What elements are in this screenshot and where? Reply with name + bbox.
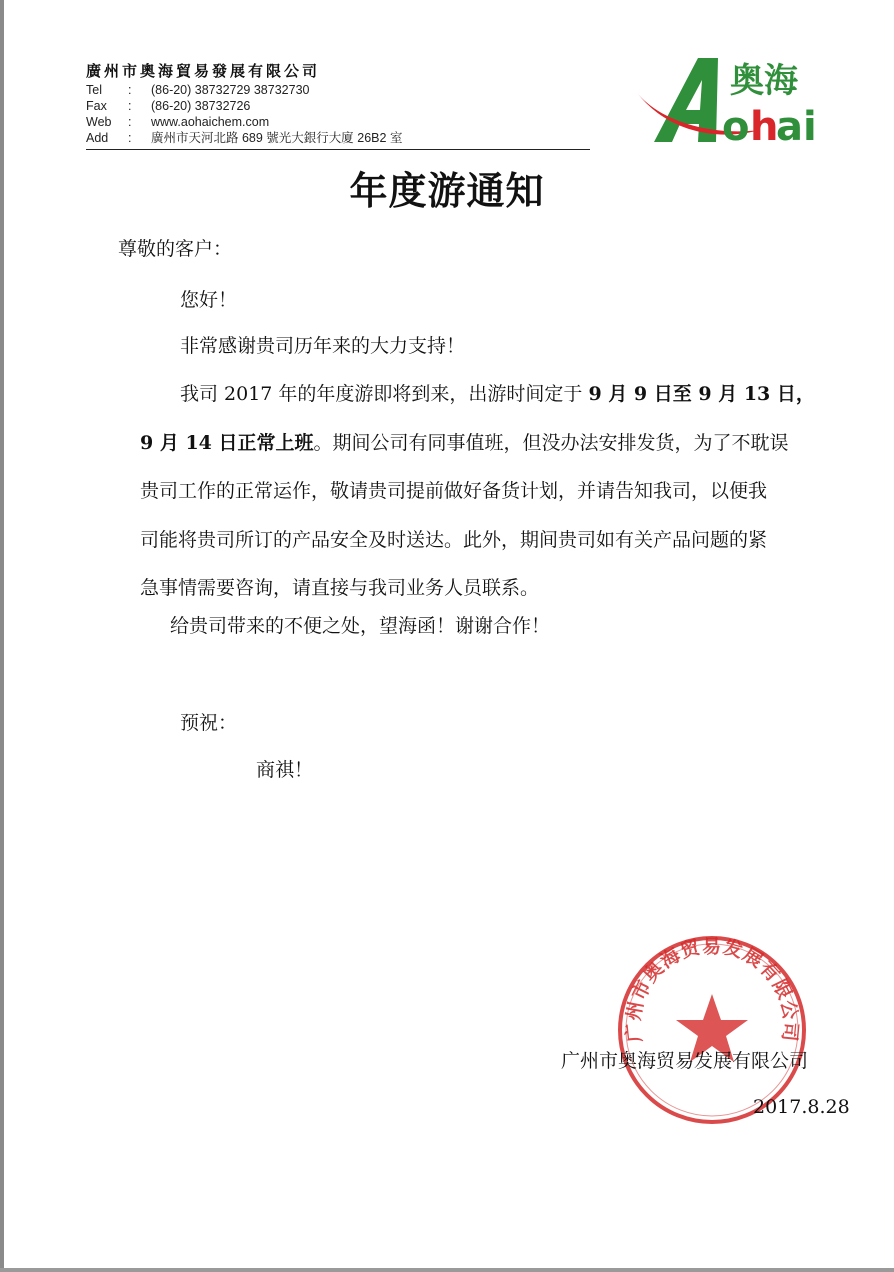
contact-value: www.aohaichem.com [151, 115, 270, 129]
contact-colon: : [128, 131, 132, 145]
return-date: 9 月 14 日正常上班 [140, 431, 314, 454]
contact-fax [86, 98, 402, 114]
svg-text:ai: ai [776, 104, 817, 150]
signature-company: 广州市奥海贸易发展有限公司 [561, 1050, 809, 1072]
contact-value: 廣州市天河北路 689 號光大銀行大廈 26B2 室 [151, 131, 403, 145]
signature-date: 2017.8.28 [753, 1096, 850, 1118]
aohai-logo-icon [632, 44, 842, 156]
salutation: 尊敬的客户： [118, 238, 233, 260]
body-line-5: 急事情需要咨询，请直接与我司业务人员联系。 [140, 577, 540, 599]
notice-title: 年度游通知 [349, 169, 545, 213]
contact-tel [86, 82, 402, 98]
trip-dates: 9 月 9 日至 9 月 13 日， [588, 383, 815, 405]
body-line-3: 贵司工作的正常运作，敬请贵司提前做好备货计划，并请告知我司，以便我 [140, 480, 768, 502]
closing-blessing: 商祺！ [256, 759, 314, 781]
notice-body [140, 370, 840, 613]
svg-text:o: o [722, 104, 750, 150]
svg-text:奥海: 奥海 [730, 61, 798, 101]
contact-colon: : [128, 83, 132, 97]
body-line-2 [140, 419, 840, 468]
page-bottom-edge [0, 1268, 894, 1272]
contact-address [86, 130, 402, 146]
letterhead-divider [86, 149, 590, 150]
body-lead: 我司 2017 年的年度游即将到来，出游时间定于 [180, 383, 589, 405]
contact-label: Add [86, 131, 109, 145]
contact-value: (86-20) 38732726 [151, 99, 251, 113]
apology-line: 给贵司带来的不便之处，望海函！谢谢合作！ [170, 615, 551, 637]
contact-value: (86-20) 38732729 38732730 [151, 83, 310, 97]
contact-label: Tel [86, 83, 102, 97]
contact-colon: : [128, 115, 132, 129]
contact-label: Web [86, 115, 112, 129]
body-line-4: 司能将贵司所订的产品安全及时送达。此外，期间贵司如有关产品问题的紧 [140, 528, 768, 551]
hello-line: 您好！ [180, 289, 238, 311]
contact-label: Fax [86, 99, 107, 113]
svg-text:h: h [750, 104, 779, 150]
closing-wish: 预祝： [180, 712, 238, 734]
body-line-1 [140, 370, 840, 419]
svg-text:广州市奥海贸易发展有限公司: 广州市奥海贸易发展有限公司 [622, 935, 802, 1044]
contact-web [86, 114, 402, 130]
body-duty-text: 。期间公司有同事值班，但没办法安排发货，为了不耽误 [313, 431, 789, 454]
thanks-line: 非常感谢贵司历年来的大力支持！ [180, 335, 466, 357]
contact-colon: : [128, 99, 132, 113]
letterhead-company-name: 廣州市奧海貿易發展有限公司 [86, 62, 321, 80]
letterhead-contacts [86, 82, 402, 146]
